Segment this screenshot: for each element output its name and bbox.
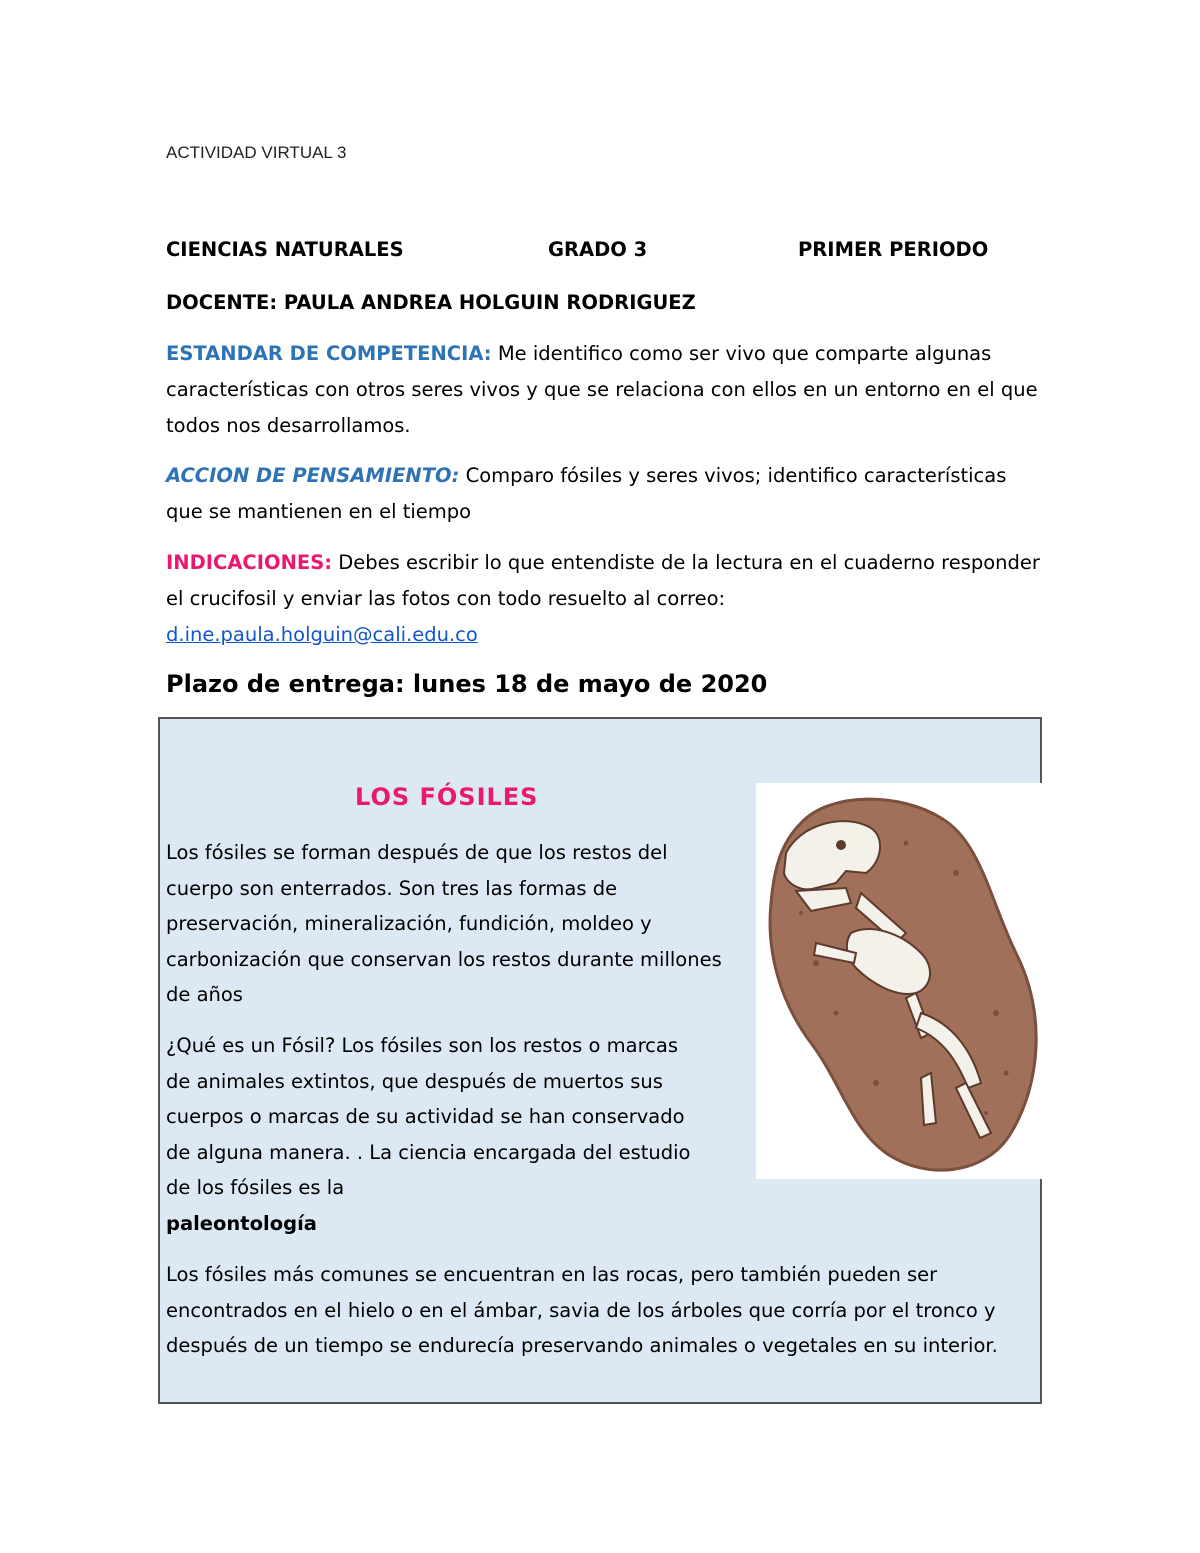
reading-paragraph-3: Los fósiles más comunes se encuentran en las rocas, pero también pueden ser encontrados en el hielo o en el ámbar, savia de los árboles que corría por el tronco y después de un tiempo se endurecía preservando animales o vegetales en su interior.	[166, 1263, 998, 1357]
dinosaur-fossil-image	[756, 783, 1042, 1179]
email-link[interactable]: d.ine.paula.holguin@cali.edu.co	[166, 623, 478, 646]
grade-label: GRADO 3	[548, 238, 648, 261]
thinking-action-label: ACCION DE PENSAMIENTO:	[166, 464, 460, 487]
instructions-paragraph	[166, 545, 1046, 653]
teacher-line: DOCENTE: PAULA ANDREA HOLGUIN RODRIGUEZ	[166, 291, 696, 314]
subject-row	[166, 238, 989, 261]
standard-paragraph	[166, 336, 1046, 444]
reading-paragraph-2-text: ¿Qué es un Fósil? Los fósiles son los restos o marcas de animales extintos, que después de muertos sus cuerpos o marcas de su actividad se han conservado de alguna manera. . La ciencia encargada del estudio de los fósiles es la	[166, 1034, 691, 1199]
thinking-action-paragraph	[166, 458, 1046, 530]
instructions-label: INDICACIONES:	[166, 551, 333, 574]
period-label: PRIMER PERIODO	[798, 238, 989, 261]
subject-label: CIENCIAS NATURALES	[166, 238, 404, 261]
reading-title: LOS FÓSILES	[355, 783, 539, 811]
document-header: ACTIVIDAD VIRTUAL 3	[166, 143, 347, 162]
instructions-text: Debes escribir lo que entendiste de la lectura en el cuaderno responder el crucifosil y enviar las fotos con todo resuelto al correo:	[166, 551, 1040, 610]
deadline: Plazo de entrega: lunes 18 de mayo de 2020	[166, 670, 768, 698]
paleontology-term: paleontología	[166, 1211, 317, 1235]
dinosaur-fossil-icon	[756, 783, 1042, 1179]
standard-text: Me identifico como ser vivo que comparte algunas características con otros seres vivos y que se relaciona con ellos en un entorno en el que todos nos desarrollamos.	[166, 342, 1038, 437]
standard-label: ESTANDAR DE COMPETENCIA:	[166, 342, 492, 365]
reading-paragraph-1: Los fósiles se forman después de que los restos del cuerpo son enterrados. Son tres las formas de preservación, mineralización, fundición, moldeo y carbonización que conservan los restos durante millones de años	[166, 841, 722, 1006]
reading-paragraph-2	[166, 1028, 706, 1241]
thinking-action-text: Comparo fósiles y seres vivos; identifico características que se mantienen en el tiempo	[166, 464, 1007, 523]
